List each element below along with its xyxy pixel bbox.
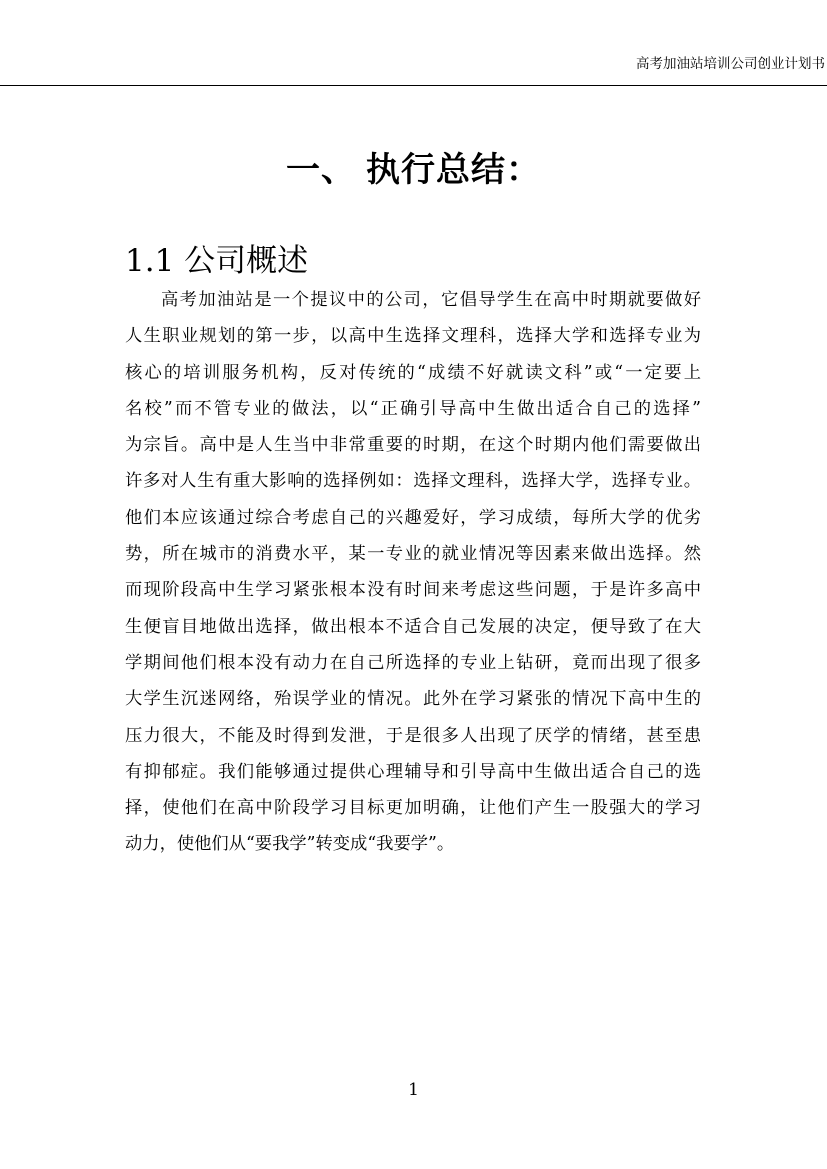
chapter-number: 一、 (286, 150, 356, 190)
chapter-title (0, 142, 827, 198)
paragraph-line: 有抑郁症。我们能够通过提供心理辅导和引导高中生做出适合自己的选 (125, 761, 701, 782)
paragraph-line: 势，所在城市的消费水平，某一专业的就业情况等因素来做出选择。然 (125, 544, 701, 565)
paragraph-line: 核心的培训服务机构，反对传统的“成绩不好就读文科”或“一定要上 (125, 362, 701, 383)
paragraph-line: 人生职业规划的第一步，以高中生选择文理科，选择大学和选择专业为 (125, 326, 701, 347)
running-header: 高考加油站培训公司创业计划书 (636, 56, 825, 72)
section-title: 1.1 公司概述 (125, 243, 309, 279)
chapter-heading-text: 执行总结： (366, 150, 541, 190)
paragraph-line: 大学生沉迷网络，殆误学业的情况。此外在学习紧张的情况下高中生的 (125, 689, 701, 710)
page-number: 1 (408, 1080, 419, 1100)
paragraph-line: 他们本应该通过综合考虑自己的兴趣爱好，学习成绩，每所大学的优劣 (125, 507, 701, 528)
paragraph-line: 择，使他们在高中阶段学习目标更加明确，让他们产生一股强大的学习 (125, 798, 701, 819)
paragraph-line: 许多对人生有重大影响的选择例如：选择文理科，选择大学，选择专业。 (125, 471, 701, 492)
paragraph-line: 学期间他们根本没有动力在自己所选择的专业上钻研，竟而出现了很多 (125, 652, 701, 673)
header-divider (0, 85, 827, 86)
paragraph-line: 高考加油站是一个提议中的公司，它倡导学生在高中时期就要做好 (161, 290, 701, 310)
paragraph-line: 生便盲目地做出选择，做出根本不适合自己发展的决定，便导致了在大 (125, 616, 701, 637)
body-paragraph (125, 282, 701, 863)
paragraph-line: 为宗旨。高中是人生当中非常重要的时期，在这个时期内他们需要做出 (125, 435, 701, 456)
paragraph-line: 名校”而不管专业的做法，以“正确引导高中生做出适合自己的选择” (125, 398, 701, 419)
paragraph-line: 动力，使他们从“要我学”转变成“我要学”。 (125, 834, 455, 855)
paragraph-line: 而现阶段高中生学习紧张根本没有时间来考虑这些问题，于是许多高中 (125, 580, 701, 601)
paragraph-line: 压力很大，不能及时得到发泄，于是很多人出现了厌学的情绪，甚至患 (125, 725, 701, 746)
